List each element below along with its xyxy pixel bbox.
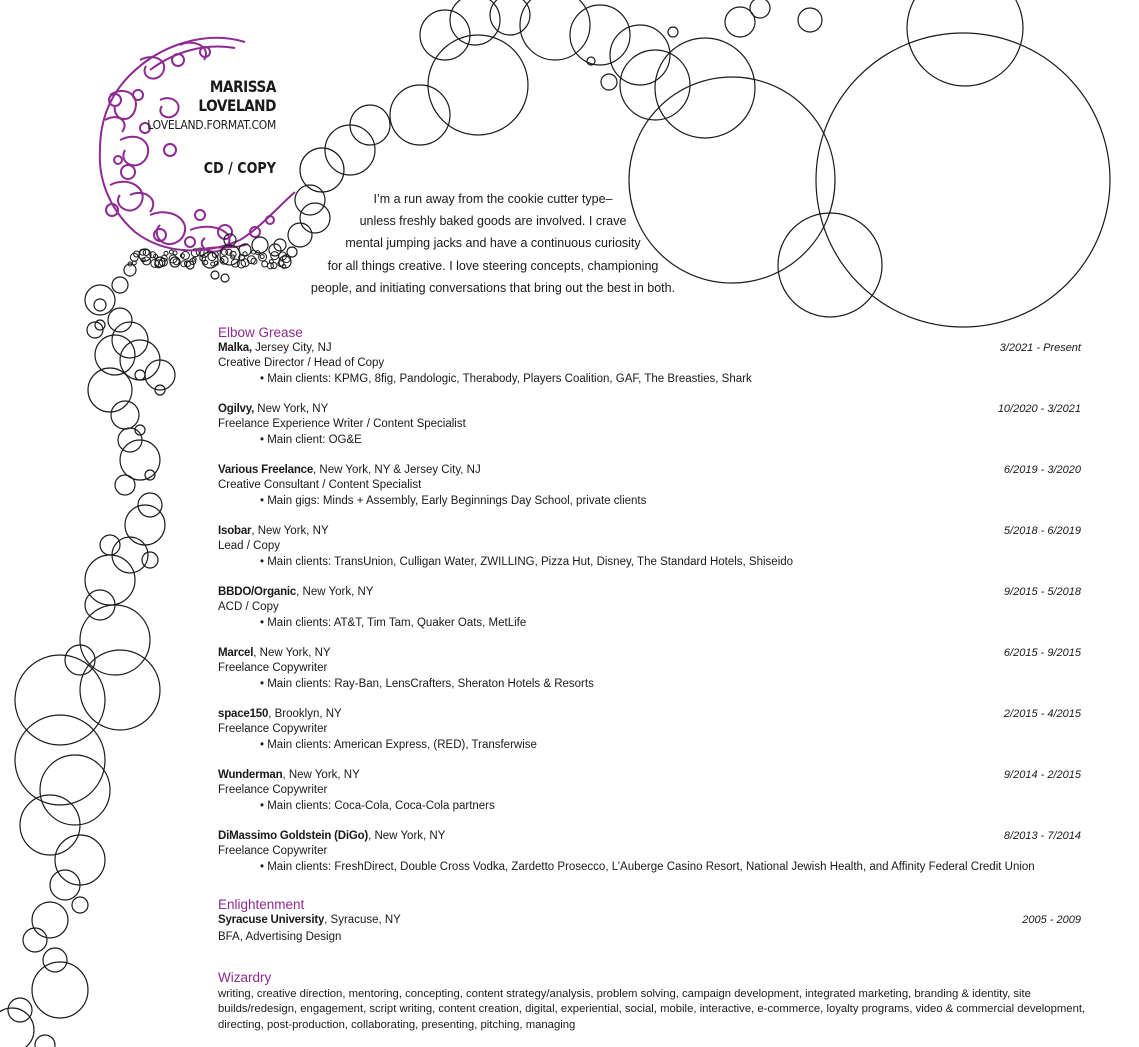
job-location: New York, NY — [254, 403, 329, 415]
bubble-circle — [85, 555, 135, 605]
bio-line: mental jumping jacks and have a continuous curiosity — [345, 236, 641, 251]
bubble-circle — [269, 244, 281, 256]
job-role: Creative Consultant / Content Specialist — [218, 479, 422, 492]
job-entry — [218, 585, 1081, 631]
bubble-circle — [221, 274, 229, 282]
bio-line: for all things creative. I love steering concepts, championing — [327, 258, 659, 273]
school-name: Syracuse University — [218, 914, 325, 926]
bubble-circle — [43, 948, 67, 972]
bubble-circle — [112, 277, 128, 293]
company-name: DiMassimo Goldstein (DiGo) — [218, 830, 369, 842]
bubble-circle — [252, 237, 268, 253]
bubble-circle — [108, 308, 132, 332]
company-name: Wunderman — [218, 769, 283, 781]
bubble-dot — [181, 251, 189, 259]
bubble-circle — [125, 505, 165, 545]
job-entry — [218, 463, 1081, 509]
job-entry — [218, 707, 1081, 753]
job-role: Creative Director / Head of Copy — [218, 357, 385, 370]
bubble-circle — [520, 0, 590, 60]
bubble-circle — [72, 897, 88, 913]
bio-paragraph — [300, 188, 686, 299]
swirl-loop — [172, 54, 184, 66]
bubble-circle — [120, 340, 160, 380]
job-location: , New York, NY — [282, 769, 360, 781]
bubble-circle — [155, 257, 165, 267]
skills-heading: Wizardry — [218, 970, 272, 985]
bubble-circle — [778, 213, 882, 317]
company-name: Marcel — [218, 647, 254, 659]
job-detail: • Main gigs: Minds + Assembly, Early Beginnings Day School, private clients — [260, 494, 647, 507]
job-detail: • Main clients: Ray-Ban, LensCrafters, Sheraton Hotels & Resorts — [260, 677, 594, 690]
company-name: Various Freelance — [218, 464, 314, 476]
website-link[interactable]: LOVELAND.FORMAT.COM — [147, 118, 276, 132]
education-heading: Enlightenment — [218, 897, 305, 912]
job-role: ACD / Copy — [218, 601, 279, 614]
skills-text: writing, creative direction, mentoring, concepting, content strategy/analysis, problem solving, campaign development, integrated marketing, branding & identity, site builds/redesign, engagement, script writing, content creation, digital, experiential, social, mobile, interactive, e-commerce, loyalty programs, video & commercial development, directing, post-production, collaborating, presenting, pitching, managing — [218, 988, 1086, 1031]
degree: BFA, Advertising Design — [218, 931, 342, 944]
job-detail: • Main clients: KPMG, 8fig, Pandologic, Therabody, Players Coalition, GAF, The Breasties, Shark — [260, 372, 752, 385]
job-entry — [218, 646, 1081, 692]
job-entry — [218, 768, 1081, 814]
bubble-dot — [164, 251, 168, 255]
bubble-circle — [55, 835, 105, 885]
company-name: BBDO/Organic — [218, 586, 297, 598]
bubble-circle — [490, 0, 530, 35]
job-location: , New York, NY — [368, 830, 446, 842]
bubble-circle — [798, 8, 822, 32]
company-name: Ogilvy, — [218, 403, 255, 415]
job-detail: • Main clients: FreshDirect, Double Cross Vodka, Zardetto Prosecco, L’Auberge Casino Resort, National Jewish Health, and Affinity Federal Credit Union — [260, 860, 1035, 873]
bubble-circle — [94, 299, 106, 311]
bubble-circle — [450, 0, 500, 45]
bio-line: people, and initiating conversations that bring out the best in both. — [310, 280, 676, 295]
job-dates: 5/2018 - 6/2019 — [1003, 525, 1081, 537]
school-location: , Syracuse, NY — [324, 914, 401, 926]
bubble-circle — [112, 537, 148, 573]
bubble-circle — [750, 0, 770, 18]
job-detail: • Main clients: American Express, (RED), Transferwise — [260, 738, 537, 751]
job-role: Freelance Copywriter — [218, 662, 328, 675]
bubble-circle — [95, 320, 105, 330]
swirl-loop — [133, 90, 143, 100]
education-entry — [218, 913, 1081, 946]
bubble-circle — [115, 475, 135, 495]
bubble-circle — [907, 0, 1023, 86]
job-dates: 10/2020 - 3/2021 — [997, 403, 1081, 415]
job-entry — [218, 829, 1081, 875]
bubble-circle — [0, 1008, 34, 1047]
bubble-circle — [428, 35, 528, 135]
job-entry — [218, 402, 1081, 448]
swirl-stroke — [120, 137, 148, 166]
bubble-circle — [23, 928, 47, 952]
bubble-circle — [610, 25, 670, 85]
job-dates: 2/2015 - 4/2015 — [1003, 708, 1081, 720]
job-location: , New York, NY — [296, 586, 374, 598]
bubble-circle — [816, 33, 1110, 327]
bubble-circle — [80, 605, 150, 675]
job-dates: 8/2013 - 7/2014 — [1003, 830, 1081, 842]
swirl-stroke — [110, 182, 143, 211]
bubble-circle — [15, 655, 105, 745]
job-location: Jersey City, NJ — [251, 342, 332, 354]
company-name: space150 — [218, 708, 269, 720]
job-role: Freelance Copywriter — [218, 723, 328, 736]
bubble-circle — [111, 401, 139, 429]
swirl-loop — [266, 216, 274, 224]
job-location: , Brooklyn, NY — [268, 708, 342, 720]
company-name: Malka, — [218, 342, 252, 354]
bubble-circle — [35, 1035, 55, 1047]
bubble-circle — [142, 552, 158, 568]
bubble-circle — [287, 247, 297, 257]
bubble-circle — [100, 535, 120, 555]
swirl-loop — [121, 165, 135, 179]
bubble-circle — [350, 105, 390, 145]
swirl-stroke — [105, 117, 125, 132]
name-title: MARISSA LOVELAND — [198, 77, 276, 115]
swirl-loop — [195, 210, 205, 220]
bio-line: unless freshly baked goods are involved. I crave — [359, 214, 627, 229]
bubble-circle — [32, 902, 68, 938]
company-name: Isobar — [218, 525, 252, 537]
swirl-loop — [114, 156, 122, 164]
education-dates: 2005 - 2009 — [1022, 914, 1081, 926]
job-location: , New York, NY — [251, 525, 329, 537]
bubble-dot — [260, 255, 264, 259]
job-role: Freelance Copywriter — [218, 784, 328, 797]
bubble-circle — [570, 5, 630, 65]
bubble-circle — [274, 239, 286, 251]
bubble-circle — [420, 10, 470, 60]
job-dates: 9/2014 - 2/2015 — [1003, 769, 1081, 781]
swirl-loop — [185, 237, 195, 247]
bubble-circle — [15, 715, 105, 805]
job-role: Freelance Experience Writer / Content Specialist — [218, 418, 466, 431]
job-location: , New York, NY & Jersey City, NJ — [313, 464, 481, 476]
bubble-circle — [668, 27, 678, 37]
job-detail: • Main clients: Coca-Cola, Coca-Cola partners — [260, 799, 495, 812]
bubble-dot — [262, 261, 268, 267]
experience-heading: Elbow Grease — [218, 325, 303, 340]
bio-line: I’m a run away from the cookie cutter type– — [373, 192, 613, 206]
job-dates: 6/2019 - 3/2020 — [1003, 464, 1081, 476]
bubble-circle — [390, 85, 450, 145]
job-dates: 9/2015 - 5/2018 — [1003, 586, 1081, 598]
job-role: Lead / Copy — [218, 540, 281, 553]
job-location: , New York, NY — [253, 647, 331, 659]
job-entry — [218, 341, 1081, 387]
bubble-circle — [80, 650, 160, 730]
swirl-loop — [164, 144, 176, 156]
job-dates: 3/2021 - Present — [999, 342, 1081, 354]
bubble-circle — [211, 271, 219, 279]
job-detail: • Main clients: AT&T, Tim Tam, Quaker Oats, MetLife — [260, 616, 527, 629]
role-title: CD / COPY — [203, 159, 276, 177]
job-detail: • Main clients: TransUnion, Culligan Water, ZWILLING, Pizza Hut, Disney, The Standard Hotels, Shiseido — [260, 555, 794, 568]
bubble-dot — [271, 263, 277, 269]
bubble-circle — [601, 74, 617, 90]
job-detail: • Main client: OG&E — [260, 433, 362, 446]
purple-swirl-ornament — [100, 38, 295, 269]
bubble-circle — [135, 370, 145, 380]
bubble-circle — [40, 755, 110, 825]
job-role: Freelance Copywriter — [218, 845, 328, 858]
job-entry — [218, 524, 1081, 570]
job-dates: 6/2015 - 9/2015 — [1003, 647, 1081, 659]
